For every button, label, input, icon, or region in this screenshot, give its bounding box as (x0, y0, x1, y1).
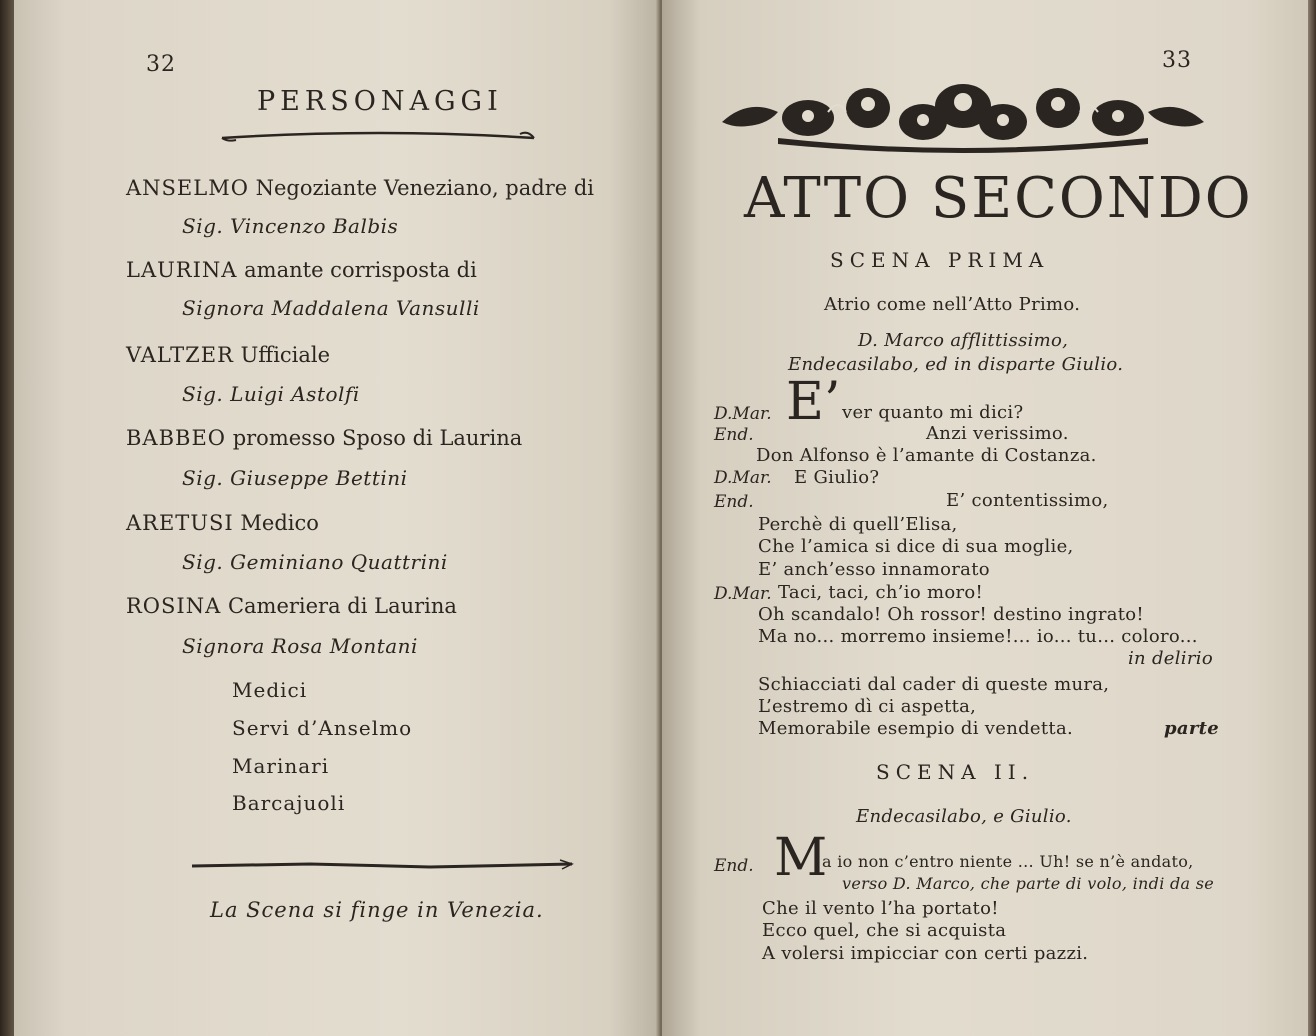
drop-cap: E’ (786, 372, 841, 432)
scene-heading: SCENA II. (876, 760, 1035, 784)
dialogue-line: Perchè di quell’Elisa, (758, 514, 958, 535)
actor-name: Sig. Luigi Astolfi (182, 382, 360, 406)
characters-heading: PERSONAGGI (257, 86, 503, 117)
actor-name: Sig. Vincenzo Balbis (182, 214, 399, 238)
speaker-label: D.Mar. (714, 468, 772, 488)
dialogue-line: E’ contentissimo, (946, 490, 1109, 511)
extra-role: Medici (232, 678, 308, 702)
role-description: promesso Sposo di Laurina (232, 426, 523, 450)
stage-direction: Endecasilabo, ed in disparte Giulio. (788, 354, 1124, 375)
dialogue-line: Don Alfonso è l’amante di Costanza. (756, 445, 1097, 466)
dialogue-line: ver quanto mi dici? (842, 402, 1024, 423)
dialogue-line: Che il vento l’ha portato! (762, 898, 999, 919)
role-name: VALTZER (126, 343, 234, 367)
role-description: Ufficiale (240, 343, 331, 367)
left-page (14, 0, 660, 1036)
role-description: Medico (240, 511, 319, 535)
dialogue-line: Che l’amica si dice di sua moglie, (758, 536, 1074, 557)
character-babbeo (126, 426, 522, 450)
dialogue-line: Oh scandalo! Oh rossor! destino ingrato! (758, 604, 1144, 625)
actor-name: Signora Maddalena Vansulli (182, 296, 480, 320)
dialogue-line: a io non c’entro niente ... Uh! se n’è andato, (822, 852, 1194, 871)
page-number-left: 32 (146, 52, 176, 77)
dialogue-line: Taci, taci, ch’io moro! (778, 582, 984, 603)
decorative-swash-rule (218, 124, 538, 146)
page-number-right: 33 (1162, 48, 1192, 73)
actor-name: Signora Rosa Montani (182, 634, 418, 658)
character-rosina (126, 594, 457, 618)
role-name: BABBEO (126, 426, 227, 450)
actor-name: Sig. Giuseppe Bettini (182, 466, 408, 490)
speaker-label: End. (714, 856, 754, 876)
speaker-label: D.Mar. (714, 584, 772, 604)
speaker-label: End. (714, 425, 754, 445)
dialogue-line: E’ anch’esso innamorato (758, 559, 990, 580)
role-description: amante corrisposta di (244, 258, 477, 282)
role-name: LAURINA (126, 258, 238, 282)
extra-role: Marinari (232, 754, 330, 778)
floral-headpiece-ornament (718, 78, 1208, 156)
role-name: ROSINA (126, 594, 222, 618)
character-valtzer (126, 343, 330, 367)
scene-heading: SCENA PRIMA (830, 248, 1050, 272)
book-edge-right (1308, 0, 1316, 1036)
dialogue-line: Ma no... morremo insieme!... io... tu... coloro... (758, 626, 1198, 647)
stage-direction: Endecasilabo, e Giulio. (856, 806, 1072, 827)
divider-rule (190, 858, 574, 872)
character-anselmo (126, 176, 594, 200)
exit-note: parte (1164, 718, 1219, 739)
dialogue-line: E Giulio? (794, 467, 880, 488)
role-description: Negoziante Veneziano, padre di (255, 176, 595, 200)
extra-role: Barcajuoli (232, 791, 346, 815)
role-description: Cameriera di Laurina (227, 594, 457, 618)
actor-name: Sig. Geminiano Quattrini (182, 550, 448, 574)
dialogue-line: A volersi impicciar con certi pazzi. (762, 943, 1089, 964)
setting-note: La Scena si finge in Venezia. (210, 898, 544, 922)
character-laurina (126, 258, 477, 282)
stage-direction: in delirio (1128, 648, 1213, 669)
scene-setting: Atrio come nell’Atto Primo. (824, 294, 1081, 315)
stage-direction: D. Marco afflittissimo, (858, 330, 1069, 351)
dialogue-line: Schiacciati dal cader di queste mura, (758, 674, 1110, 695)
dialogue-line: L’estremo dì ci aspetta, (758, 696, 977, 717)
speaker-label: End. (714, 492, 754, 512)
dialogue-line: Ecco quel, che si acquista (762, 920, 1007, 941)
act-title: ATTO SECONDO (744, 166, 1253, 231)
role-name: ARETUSI (126, 511, 234, 535)
dialogue-line: Memorabile esempio di vendetta. (758, 718, 1073, 739)
stage-direction: verso D. Marco, che parte di volo, indi da se (842, 874, 1215, 893)
drop-cap: M (774, 828, 828, 888)
right-page (662, 0, 1310, 1036)
role-name: ANSELMO (126, 176, 249, 200)
character-aretusi (126, 511, 319, 535)
dialogue-line: Anzi verissimo. (926, 423, 1069, 444)
extra-role: Servi d’Anselmo (232, 716, 413, 740)
speaker-label: D.Mar. (714, 404, 772, 424)
